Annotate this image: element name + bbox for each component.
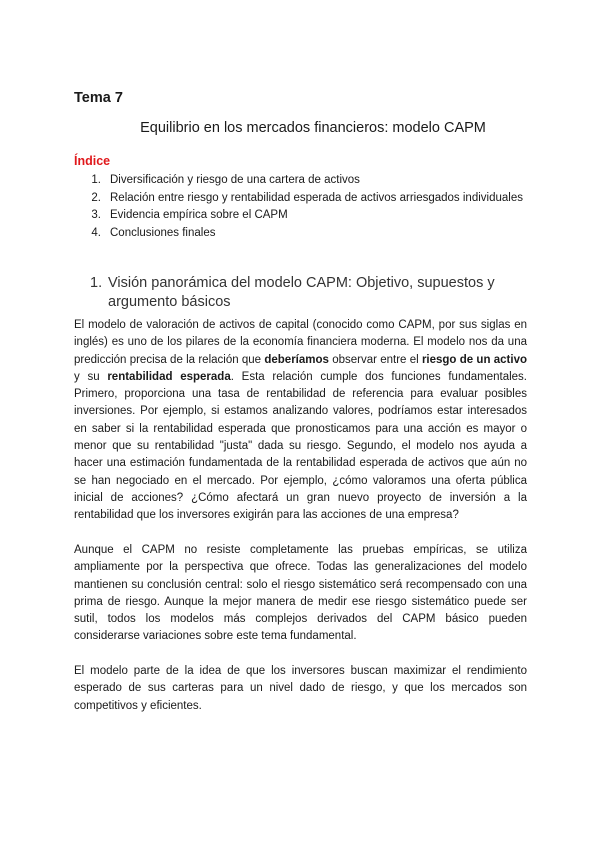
index-item-number: 3. (91, 209, 101, 221)
index-item-number: 1. (91, 174, 101, 186)
index-item-text: Evidencia empírica sobre el CAPM (110, 209, 288, 221)
section-number: 1. (90, 275, 103, 291)
index-item-number: 2. (91, 191, 101, 204)
emphasis-text: riesgo de un activo (421, 353, 527, 366)
index-item-text: Diversificación y riesgo de una cartera de activos (110, 174, 360, 186)
index-item (74, 207, 523, 225)
section-heading (90, 274, 510, 312)
paragraph-text: . Esta relación cumple dos funciones fundamentales. Primero, proporciona una tasa de rentabilidad de referencia para evaluar posibles inversiones. Por ejemplo, si estamos analizando valores, podríamos estar interesados en saber si la rentabilidad esperada que pronosticamos para una acción es mayor o menor que su rentabilidad "justa" dada su riesgo. Segundo, el modelo nos ayuda a hacer una estimación fundamentada de la rentabilidad esperada de activos que aún no se han negociado en el mercado. Por ejemplo, ¿cómo valoramos una oferta pública inicial de acciones? ¿Cómo afectará un gran nuevo proyecto de inversión a la rentabilidad que los inversores exigirán para las acciones de una empresa? (74, 370, 527, 522)
paragraph-intro (74, 317, 527, 525)
chapter-label: Tema 7 (74, 90, 123, 106)
index-item-text: Conclusiones finales (110, 226, 216, 239)
index-list (74, 172, 523, 242)
paragraph-text: y su (74, 370, 108, 383)
emphasis-text: deberíamos (264, 353, 329, 366)
document-title: Equilibrio en los mercados financieros: modelo CAPM (140, 120, 486, 136)
index-item (74, 190, 523, 208)
paragraph-empirical: Aunque el CAPM no resiste completamente las pruebas empíricas, se utiliza ampliamente por la perspectiva que ofrece. Todas las generalizaciones del modelo mantienen su conclusión central: solo el riesgo sistemático será recompensado con una prima de riesgo. Aunque la mejor manera de medir ese riesgo sistemático puede ser sutil, todos los modelos más complejos derivados del CAPM básico pueden considerarse variaciones sobre este tema fundamental. (74, 544, 527, 643)
index-item (74, 225, 523, 243)
index-item-number: 4. (91, 226, 101, 239)
index-heading: Índice (74, 154, 111, 168)
index-item-text: Relación entre riesgo y rentabilidad esperada de activos arriesgados individuales (110, 191, 523, 204)
emphasis-text: rentabilidad esperada (107, 370, 231, 383)
paragraph-text: observar entre el (328, 353, 422, 366)
section-title: Visión panorámica del modelo CAPM: Objetivo, supuestos y argumento básicos (108, 275, 495, 310)
paragraph-assumptions: El modelo parte de la idea de que los inversores buscan maximizar el rendimiento esperado de sus carteras para un nivel dado de riesgo, y que los mercados son competitivos y eficientes. (74, 665, 527, 712)
index-item (74, 172, 523, 190)
paragraph-text: El modelo de valoración de activos de capital (conocido como CAPM, por sus siglas en inglés) es uno de los pilares de la economía financiera moderna. El modelo nos da una predicción precisa de la relación que (74, 319, 527, 366)
